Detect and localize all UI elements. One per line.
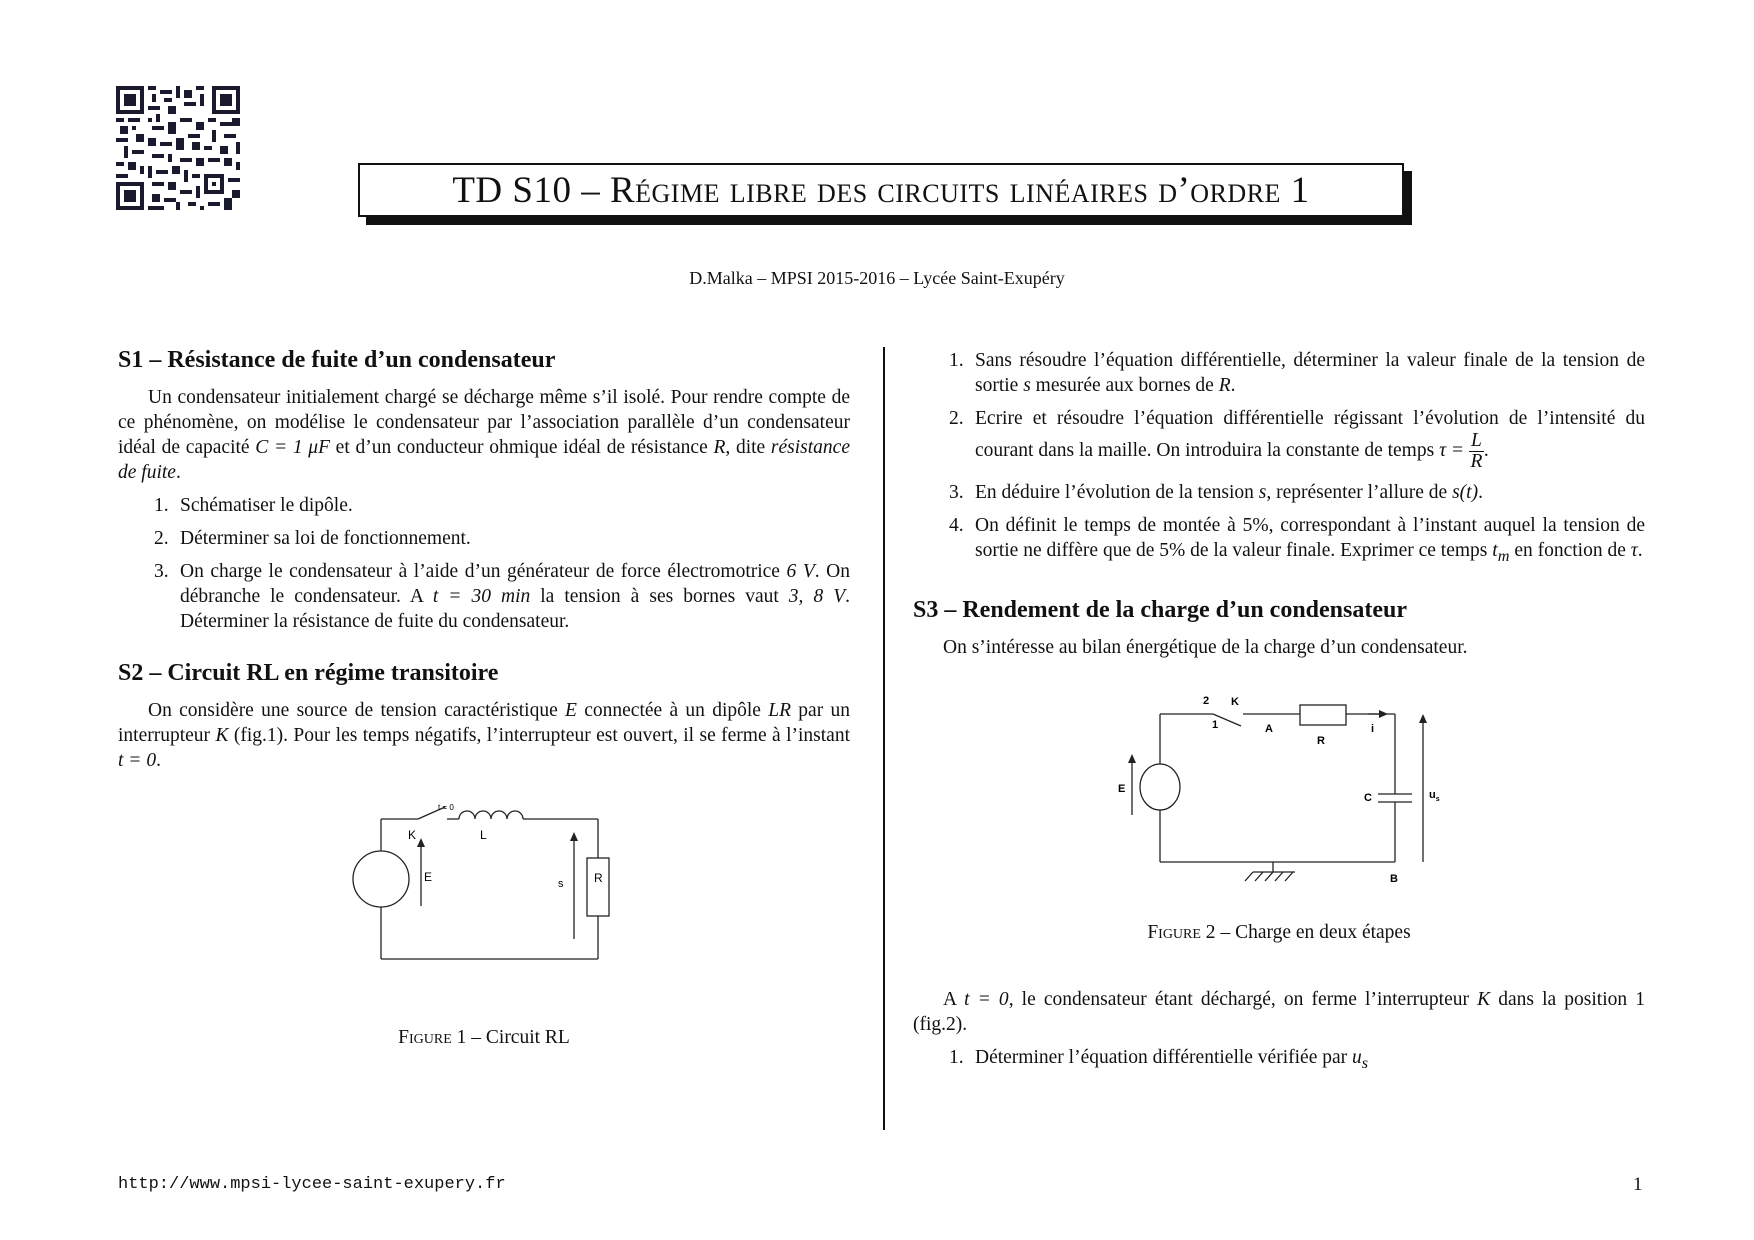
list-item: 4. On définit le temps de montée à 5%, correspondant à l’instant auquel la tension de sortie ne diffère que de 5% de la valeur finale. Exprimer ce temps $t_m$ en fonction de τ. [949, 515, 1645, 565]
tau-fraction: $\frac{L}{R}$ [1470, 430, 1483, 472]
right-column [913, 348, 1645, 1084]
list-item: 1. Déterminer l’équation différentielle vérifiée par $u_s$ [949, 1046, 1369, 1072]
qr-code [116, 86, 240, 210]
label-2: 2 [1203, 694, 1210, 707]
label-B: B [1390, 872, 1398, 885]
figure-2-caption: Figure 2 – Charge en deux étapes [1147, 921, 1411, 943]
s2-question-list [913, 348, 1645, 569]
s3-question-list [913, 1045, 1645, 1076]
label-A: A [1265, 722, 1273, 735]
list-item: 2. Ecrire et résoudre l’équation différentielle régissant l’évolution de l’intensité du courant dans la maille. On introduira la constante de temps τ = $\frac{L}{R}$ . [949, 408, 1645, 472]
byline: D.Malka – MPSI 2015-2016 – Lycée Saint-Exupéry [689, 268, 1065, 288]
figure-1 [118, 801, 850, 1001]
s2-heading: S2 – Circuit RL en régime transitoire [118, 660, 499, 686]
list-item: 3. En déduire l’évolution de la tension s, représenter l’allure de s(t). [949, 482, 1483, 503]
list-item: 1. Schématiser le dipôle. [154, 495, 353, 516]
page-number: 1 [1633, 1174, 1643, 1195]
s3-heading: S3 – Rendement de la charge d’un condensateur [913, 596, 1408, 623]
label-C: C [1364, 791, 1372, 804]
s3-intro: On s’intéresse au bilan énergétique de la charge d’un condensateur. [943, 636, 1468, 658]
s1-intro: Un condensateur initialement chargé se décharge même s’il isolé. Pour rendre compte de ce phénomène, on modélise le condensateur par l’association parallèle d’un condensateur idéal de capacité C = 1 μF et d’un conducteur ohmique idéal de résistance R, dite résistance de fuite. [118, 387, 850, 483]
list-item: 3. On charge le condensateur à l’aide d’un générateur de force électromotrice 6 V. On débranche le condensateur. A t = 30 min la tension à ses bornes vaut 3, 8 V. Déterminer la résistance de fuite du condensateur. [154, 561, 850, 632]
s2-intro: On considère une source de tension caractéristique E connectée à un dipôle LR par un interrupteur K (fig.1). Pour les temps négatifs, l’interrupteur est ouvert, il se ferme à l’instant t = 0. [118, 700, 850, 771]
left-column [118, 345, 850, 1050]
label-i: i [1371, 722, 1375, 735]
label-R: R [594, 871, 603, 885]
label-t0: t = 0 [438, 803, 454, 812]
circuit-rl-diagram [118, 801, 850, 1001]
label-E2: E [1118, 782, 1126, 795]
footer-url[interactable]: http://www.mpsi-lycee-saint-exupery.fr [118, 1175, 506, 1194]
title-box [358, 163, 1404, 217]
list-item: 2. Déterminer sa loi de fonctionnement. [154, 528, 471, 549]
label-E: E [424, 870, 433, 884]
label-R2: R [1317, 734, 1325, 747]
label-us: $u_s$ [1429, 788, 1440, 803]
s1-heading: S1 – Résistance de fuite d’un condensateur [118, 347, 556, 373]
label-L: L [480, 828, 487, 842]
s3-paragraph: A t = 0, le condensateur étant déchargé, on ferme l’interrupteur K dans la position 1 (fig.2). [913, 988, 1645, 1035]
charge-circuit-diagram [913, 682, 1645, 907]
label-s: s [558, 878, 564, 890]
label-1: 1 [1212, 718, 1219, 731]
column-divider [883, 347, 885, 1130]
figure-2 [913, 682, 1645, 907]
label-K: K [408, 828, 417, 842]
label-K2: K [1231, 695, 1239, 708]
page-title: TD S10 – Régime libre des circuits linéaires d’ordre 1 [452, 169, 1310, 211]
s1-question-list [118, 493, 850, 634]
figure-1-caption: Figure 1 – Circuit RL [398, 1027, 570, 1048]
list-item: 1. Sans résoudre l’équation différentielle, déterminer la valeur finale de la tension de sortie s mesurée aux bornes de R. [949, 350, 1645, 396]
